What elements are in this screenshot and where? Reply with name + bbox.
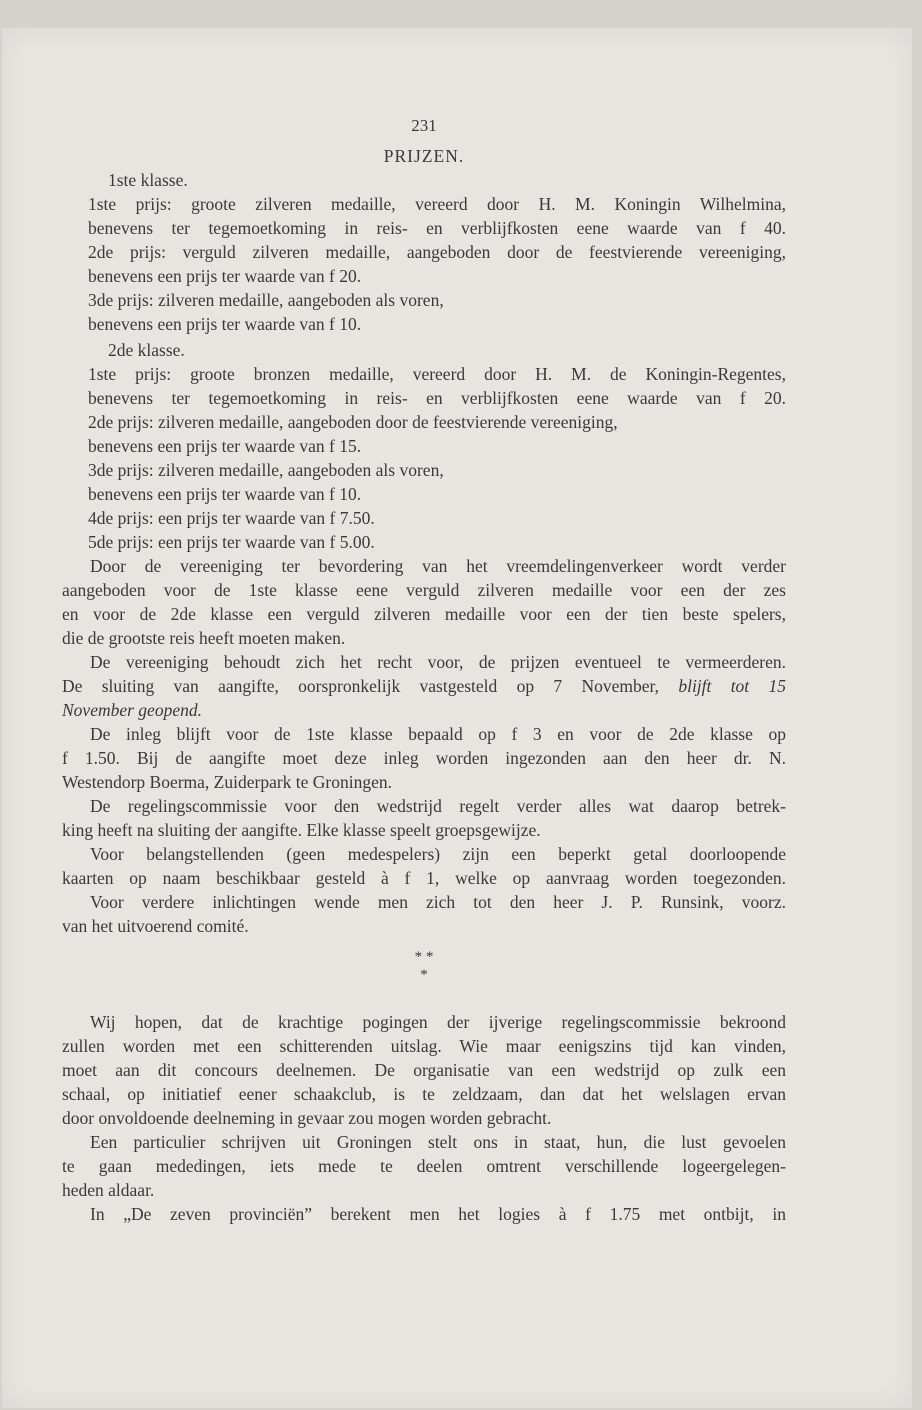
class2-prize1-line2: benevens ter tegemoetkoming in reis- en verblijfkosten eene waarde van f 20.: [88, 388, 786, 408]
class2-prize4: 4de prijs: een prijs ter waarde van f 7.50.: [88, 508, 375, 528]
page: [2, 28, 912, 1408]
class1-prize3-line2: benevens een prijs ter waarde van f 10.: [88, 314, 362, 334]
page-number: 231: [411, 116, 437, 135]
para-hopen-line2: zullen worden met een schitterenden uitslag. Wie maar eenigszins tijd kan vinden,: [62, 1036, 786, 1056]
para-kaarten-line2: kaarten op naam beschikbaar gesteld à f 1, welke op aanvraag worden toegezonden.: [62, 868, 786, 888]
section-heading: PRIJZEN.: [383, 146, 465, 166]
class2-prize5: 5de prijs: een prijs ter waarde van f 5.00.: [88, 532, 375, 552]
class1-prize1-line2: benevens ter tegemoetkoming in reis- en verblijfkosten eene waarde van f 40.: [88, 218, 786, 238]
para-hopen-line3: moet aan dit concours deelnemen. De organisatie van een wedstrijd op zulk een: [62, 1060, 786, 1080]
class1-prize1-line1: 1ste prijs: groote zilveren medaille, vereerd door H. M. Koningin Wilhelmina,: [88, 194, 786, 214]
para-hopen-line5: door onvoldoende deelneming in gevaar zou mogen worden gebracht.: [62, 1108, 552, 1128]
class2-prize3-line1: 3de prijs: zilveren medaille, aangeboden als voren,: [88, 460, 444, 480]
class1-prize2-line2: benevens een prijs ter waarde van f 20.: [88, 266, 362, 286]
class2-prize3-line2: benevens een prijs ter waarde van f 10.: [88, 484, 362, 504]
para-vereeniging-line1: Door de vereeniging ter bevordering van het vreemdelingenverkeer wordt verder: [90, 556, 786, 576]
para-inleg-line1: De inleg blijft voor de 1ste klasse bepaald op f 3 en voor de 2de klasse op: [90, 724, 786, 744]
class2-prize1-line1: 1ste prijs: groote bronzen medaille, vereerd door H. M. de Koningin-Regentes,: [88, 364, 786, 384]
para-inlichtingen-line2: van het uitvoerend comité.: [62, 916, 249, 936]
para-commissie-line2: king heeft na sluiting der aangifte. Elke klasse speelt groepsgewijze.: [62, 820, 541, 840]
para-provincien: In „De zeven provinciën” berekent men het logies à f 1.75 met ontbijt, in: [90, 1204, 786, 1224]
sluiting-italic-2: November geopend.: [62, 700, 202, 720]
para-particulier-line2: te gaan mededingen, iets mede te deelen omtrent verschillende logeergelegen-: [62, 1156, 786, 1176]
class1-title: 1ste klasse.: [108, 170, 188, 190]
separator-asterisks: * * *: [414, 949, 434, 983]
para-hopen-line1: Wij hopen, dat de krachtige pogingen der ijverige regelingscommissie bekroond: [90, 1012, 786, 1032]
para-inleg-line2: f 1.50. Bij de aangifte moet deze inleg worden ingezonden aan den heer dr. N.: [62, 748, 786, 768]
para-particulier-line3: heden aldaar.: [62, 1180, 155, 1200]
para-vereeniging-line2: aangeboden voor de 1ste klasse eene verguld zilveren medaille voor een der zes: [62, 580, 786, 600]
para-recht: De vereeniging behoudt zich het recht voor, de prijzen eventueel te vermeerderen.: [90, 652, 786, 672]
para-kaarten-line1: Voor belangstellenden (geen medespelers) zijn een beperkt getal doorloopende: [90, 844, 786, 864]
para-particulier-line1: Een particulier schrijven uit Groningen stelt ons in staat, hun, die lust gevoelen: [90, 1132, 786, 1152]
para-hopen-line4: schaal, op initiatief eener schaakclub, is te zeldzaam, dan dat het welslagen ervan: [62, 1084, 786, 1104]
class1-prize3-line1: 3de prijs: zilveren medaille, aangeboden als voren,: [88, 290, 444, 310]
sluiting-italic-1: blijft tot 15: [678, 676, 786, 696]
para-inleg-line3: Westendorp Boerma, Zuiderpark te Groningen.: [62, 772, 393, 792]
class2-prize2-line2: benevens een prijs ter waarde van f 15.: [88, 436, 362, 456]
para-inlichtingen-line1: Voor verdere inlichtingen wende men zich tot den heer J. P. Runsink, voorz.: [90, 892, 786, 912]
para-vereeniging-line4: die de grootste reis heeft moeten maken.: [62, 628, 346, 648]
page-content: [62, 114, 786, 1226]
para-sluiting-line1: [62, 674, 786, 698]
class2-prize2-line1: 2de prijs: zilveren medaille, aangeboden door de feestvierende vereeniging,: [88, 412, 618, 432]
para-sluiting-line2: [62, 698, 786, 722]
para-vereeniging-line3: en voor de 2de klasse een verguld zilveren medaille voor een der tien beste spelers,: [62, 604, 786, 624]
class1-prize2-line1: 2de prijs: verguld zilveren medaille, aangeboden door de feestvierende vereeniging,: [88, 242, 786, 262]
class2-title: 2de klasse.: [108, 340, 185, 360]
para-commissie-line1: De regelingscommissie voor den wedstrijd regelt verder alles wat daarop betrek-: [90, 796, 786, 816]
sluiting-text: De sluiting van aangifte, oorspronkelijk vastgesteld op 7 November,: [62, 676, 679, 696]
